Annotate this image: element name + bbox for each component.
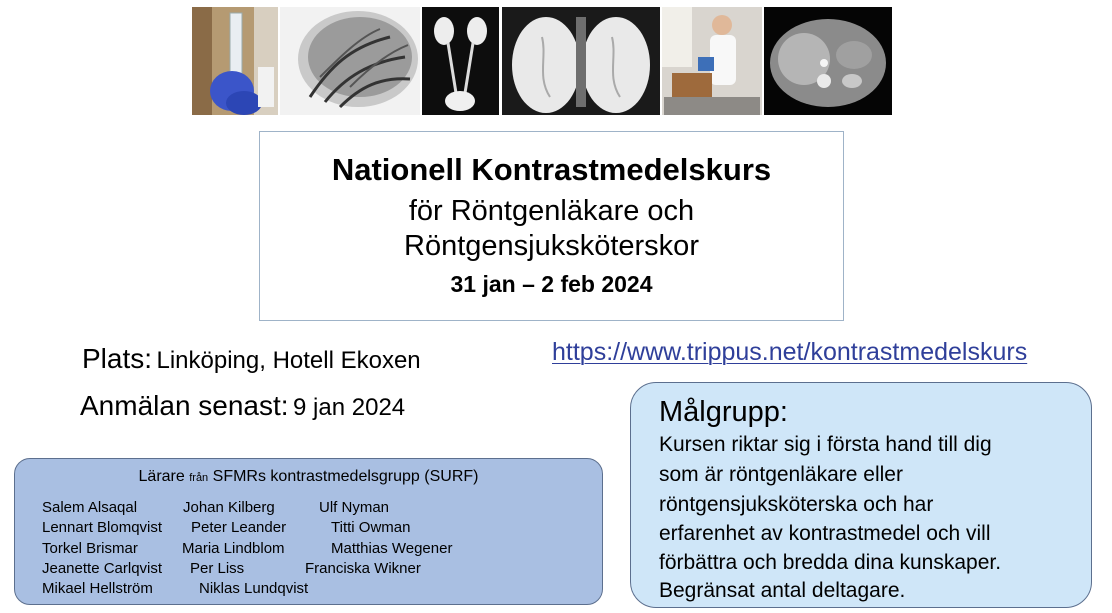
teacher-name: Titti Owman [331, 519, 411, 536]
teacher-name: Peter Leander [191, 519, 287, 536]
teachers-heading-small: från [189, 472, 209, 484]
chest-ct-scan [502, 7, 660, 115]
teacher-name: Mikael Hellström [42, 580, 153, 597]
teacher-name: Jeanette Carlqvist [42, 560, 163, 577]
contrast-syringe-photo [192, 7, 278, 115]
teacher-name: Niklas Lundqvist [199, 580, 309, 597]
target-group-line: förbättra och bredda dina kunskaper. [659, 551, 1002, 574]
radiographer-photo [662, 7, 762, 115]
teacher-name: Ulf Nyman [319, 499, 390, 516]
target-group-line: Begränsat antal deltagare. [659, 579, 906, 602]
venue-label: Plats: [82, 343, 153, 374]
registration-row [80, 390, 405, 422]
abdominal-ct-scan [764, 7, 892, 115]
target-group-heading: Målgrupp: [659, 396, 788, 428]
target-group-line: Kursen riktar sig i första hand till dig [659, 433, 992, 456]
course-title: Nationell Kontrastmedelskurs [331, 152, 772, 187]
registration-value: 9 jan 2024 [293, 394, 406, 421]
teachers-box [14, 458, 603, 605]
course-title-box [259, 131, 844, 321]
target-group-line: som är röntgenläkare eller [659, 463, 903, 486]
website-link[interactable]: https://www.trippus.net/kontrastmedelskurs [552, 338, 1028, 366]
teachers-heading [15, 468, 602, 486]
teacher-name: Johan Kilberg [183, 499, 275, 516]
course-dates: 31 jan – 2 feb 2024 [450, 271, 653, 297]
teacher-name: Maria Lindblom [182, 540, 285, 557]
target-group-box [630, 382, 1092, 608]
teacher-name: Franciska Wikner [305, 560, 421, 577]
teacher-name: Salem Alsaqal [42, 499, 138, 516]
target-group-line: erfarenhet av kontrastmedel och vill [659, 522, 991, 545]
venue-value: Linköping, Hotell Ekoxen [156, 347, 421, 374]
course-subtitle-line1: för Röntgenläkare och [408, 195, 695, 227]
teacher-name: Per Liss [190, 560, 245, 577]
target-group-line: röntgensjuksköterska och har [659, 493, 934, 516]
teacher-name: Lennart Blomqvist [42, 519, 163, 536]
registration-label: Anmälan senast: [80, 390, 289, 421]
venue-row [82, 343, 421, 375]
teachers-heading-prefix: Lärare [138, 468, 185, 485]
urography-xray [422, 7, 499, 115]
teacher-name: Matthias Wegener [331, 540, 453, 557]
course-subtitle-line2: Röntgensjuksköterskor [404, 230, 699, 262]
teachers-heading-suffix: SFMRs kontrastmedelsgrupp (SURF) [212, 468, 479, 485]
teacher-name: Torkel Brismar [42, 540, 138, 557]
cerebral-angiography-xray [280, 7, 420, 115]
